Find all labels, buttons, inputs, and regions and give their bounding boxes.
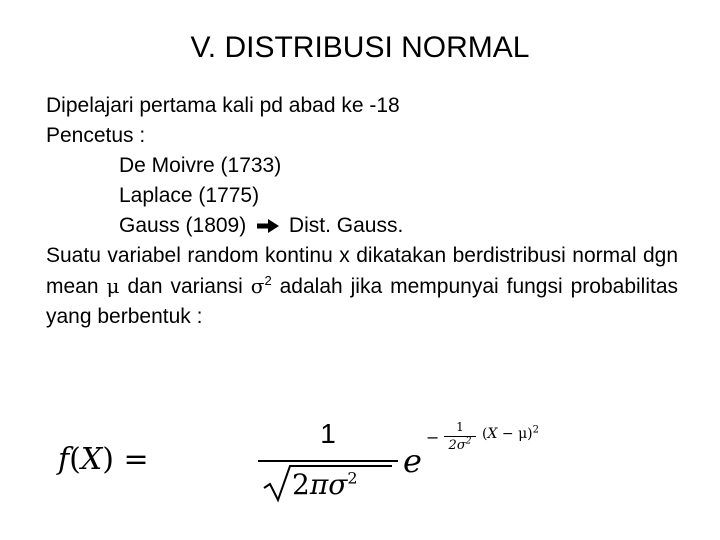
formula-lhs [58,442,149,477]
gauss-name: Gauss (1809) [119,214,247,237]
exponent-power: 2 [532,424,540,436]
exponent-var: X [487,426,498,442]
formula-fraction [258,420,398,500]
radicand [292,468,358,501]
formula-exp-base: e [403,442,422,480]
originator-item-laplace: Laplace (1775) [119,184,260,207]
arrow-right-icon [257,219,279,233]
originator-item-de-moivre: De Moivre (1733) [119,154,282,177]
formula-equals: = [113,442,149,477]
definition-text-3: adalah jika mempunyai fungsi probabilitas yang berbentuk : [46,275,679,328]
first-study-line: Dipelajari pertama kali pd abad ke -18 [46,94,400,117]
exponent-squared-term [482,426,539,442]
exponent-den-power: 2 [465,436,472,447]
formula-denominator [258,464,398,504]
exponent-fraction-numerator: 1 [456,420,464,434]
definition-text-2: dan variansi [119,275,251,298]
gauss-alias: Dist. Gauss. [288,214,404,237]
radicand-coef: 2 [292,468,310,501]
slide-title: V. DISTRIBUSI NORMAL [190,31,530,64]
definition-paragraph [46,241,678,332]
formula-lhs-close: ) [102,442,114,477]
exponent-close: ) [527,426,533,442]
exponent-den-text: 2σ [448,438,466,453]
originator-item-gauss [46,211,678,241]
originator-label: Pencetus : [46,124,146,147]
exponent-fraction [440,420,480,460]
exponent-minus: − [426,428,440,447]
normal-pdf-formula [58,420,538,500]
sigma-symbol: σ [250,274,265,298]
formula-lhs-open: ( [69,442,81,477]
slide-body [46,91,678,332]
formula-fraction-bar [258,460,398,462]
exponent-fraction-denominator [440,438,480,453]
formula-exponent [426,420,596,460]
radicand-sigma: σ [328,468,348,501]
sigma-power: 2 [264,273,272,288]
definition-text-1: Suatu variabel random kontinu x dikatakan berdistribusi normal dgn mean [46,244,678,298]
formula-f: f [58,442,70,477]
exponent-open: ( [482,426,488,442]
formula-numerator: 1 [320,418,336,449]
exponent-minus-mu: − μ [497,426,528,442]
radicand-pi: π [309,468,329,501]
formula-lhs-var: X [80,442,103,477]
radicand-power: 2 [347,468,358,488]
mu-symbol: μ [106,274,120,298]
